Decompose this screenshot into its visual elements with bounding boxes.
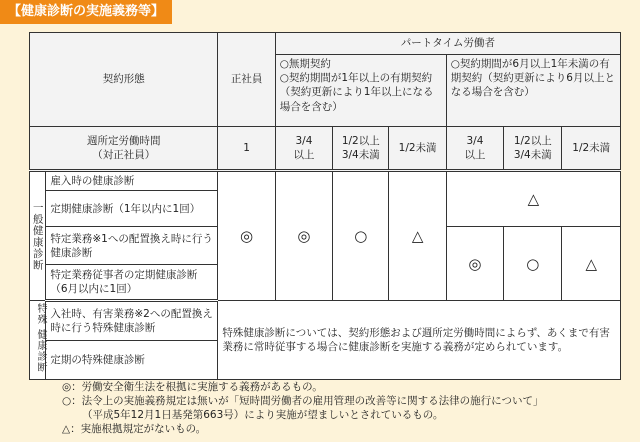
special-side-label-1: 特殊: [35, 303, 46, 326]
weekly-hours-sub: （対正社員）: [92, 149, 156, 161]
contract-type-header: 契約形態: [30, 33, 218, 127]
general-side-label: 一般健康診断: [30, 171, 46, 301]
general-row-specific-transfer: 特定業務※1への配置換え時に行う健康診断: [46, 227, 218, 265]
mark-b3: △: [562, 227, 621, 301]
special-row-periodic: 定期の特殊健康診断: [46, 340, 218, 379]
ratio-regular: 1: [218, 127, 275, 171]
regular-employee-header: 正社員: [218, 33, 275, 127]
group-b-header: ○契約期間が6月以上1年未満の有期契約（契約更新により6月以上となる場合を含む）: [446, 55, 620, 127]
ratio-b1-l2: 以上: [464, 149, 486, 161]
health-check-table: [29, 32, 621, 380]
mark-b1: ◎: [446, 227, 503, 301]
mark-b-hire-periodic: △: [446, 171, 620, 227]
ratio-b2-l1: 1/2以上: [513, 134, 552, 147]
special-row-hire: 入社時、有害業務※2への配置換え時に行う特殊健康診断: [46, 301, 218, 341]
ratio-b1-l1: 3/4: [466, 134, 484, 147]
mark-a1: ◎: [275, 171, 332, 301]
ratio-a3: 1/2未満: [389, 127, 446, 171]
ratio-a2: [333, 127, 389, 171]
ratio-a2-l1: 1/2以上: [341, 134, 380, 147]
mark-a3: △: [389, 171, 446, 301]
general-row-specific-periodic: 特定業務従事者の定期健康診断（6月以内に1回）: [46, 265, 218, 301]
ratio-a1: [275, 127, 332, 171]
ratio-b2-l2: 3/4未満: [513, 149, 552, 161]
note-double-circle: ◎：労働安全衛生法を根拠に実施する義務があるもの。: [62, 381, 323, 393]
ratio-a1-l2: 以上: [293, 149, 315, 161]
weekly-hours-header: [30, 127, 218, 171]
special-note: 特殊健康診断については、契約形態および週所定労働時間によらず、あくまで有害業務に常時従事する場合に健康診断を実施する義務が定められています。: [218, 301, 621, 380]
ratio-a1-l1: 3/4: [295, 134, 313, 147]
mark-b2: ○: [504, 227, 562, 301]
group-a-line2: ○契約期間が1年以上の有期契約（契約更新により1年以上になる場合を含む）: [279, 72, 434, 113]
note-triangle: △：実施根拠規定がないもの。: [62, 423, 207, 435]
mark-a2: ○: [333, 171, 389, 301]
special-side-label-2: 健康診断: [35, 329, 46, 374]
weekly-hours-label: 週所定労働時間: [86, 134, 161, 147]
footnotes: [62, 380, 543, 436]
group-a-header: [275, 55, 446, 127]
section-title: 【健康診断の実施義務等】: [0, 0, 172, 24]
note-circle-cont: （平成5年12月1日基発第663号）により実施が望ましいとされているもの。: [82, 409, 444, 421]
part-time-header: パートタイム労働者: [275, 33, 620, 55]
ratio-b2: [504, 127, 562, 171]
mark-regular: ◎: [218, 171, 275, 301]
general-row-hire: 雇入時の健康診断: [46, 171, 218, 191]
general-row-periodic: 定期健康診断（1年以内に1回）: [46, 191, 218, 227]
ratio-b3: 1/2未満: [562, 127, 621, 171]
ratio-a2-l2: 3/4未満: [341, 149, 380, 161]
ratio-b1: [446, 127, 503, 171]
group-a-line1: ○無期契約: [279, 58, 331, 70]
note-circle: ○：法令上の実施義務規定は無いが「短時間労働者の雇用管理の改善等に関する法律の施行について」: [62, 395, 544, 407]
special-side-label: [30, 301, 46, 380]
